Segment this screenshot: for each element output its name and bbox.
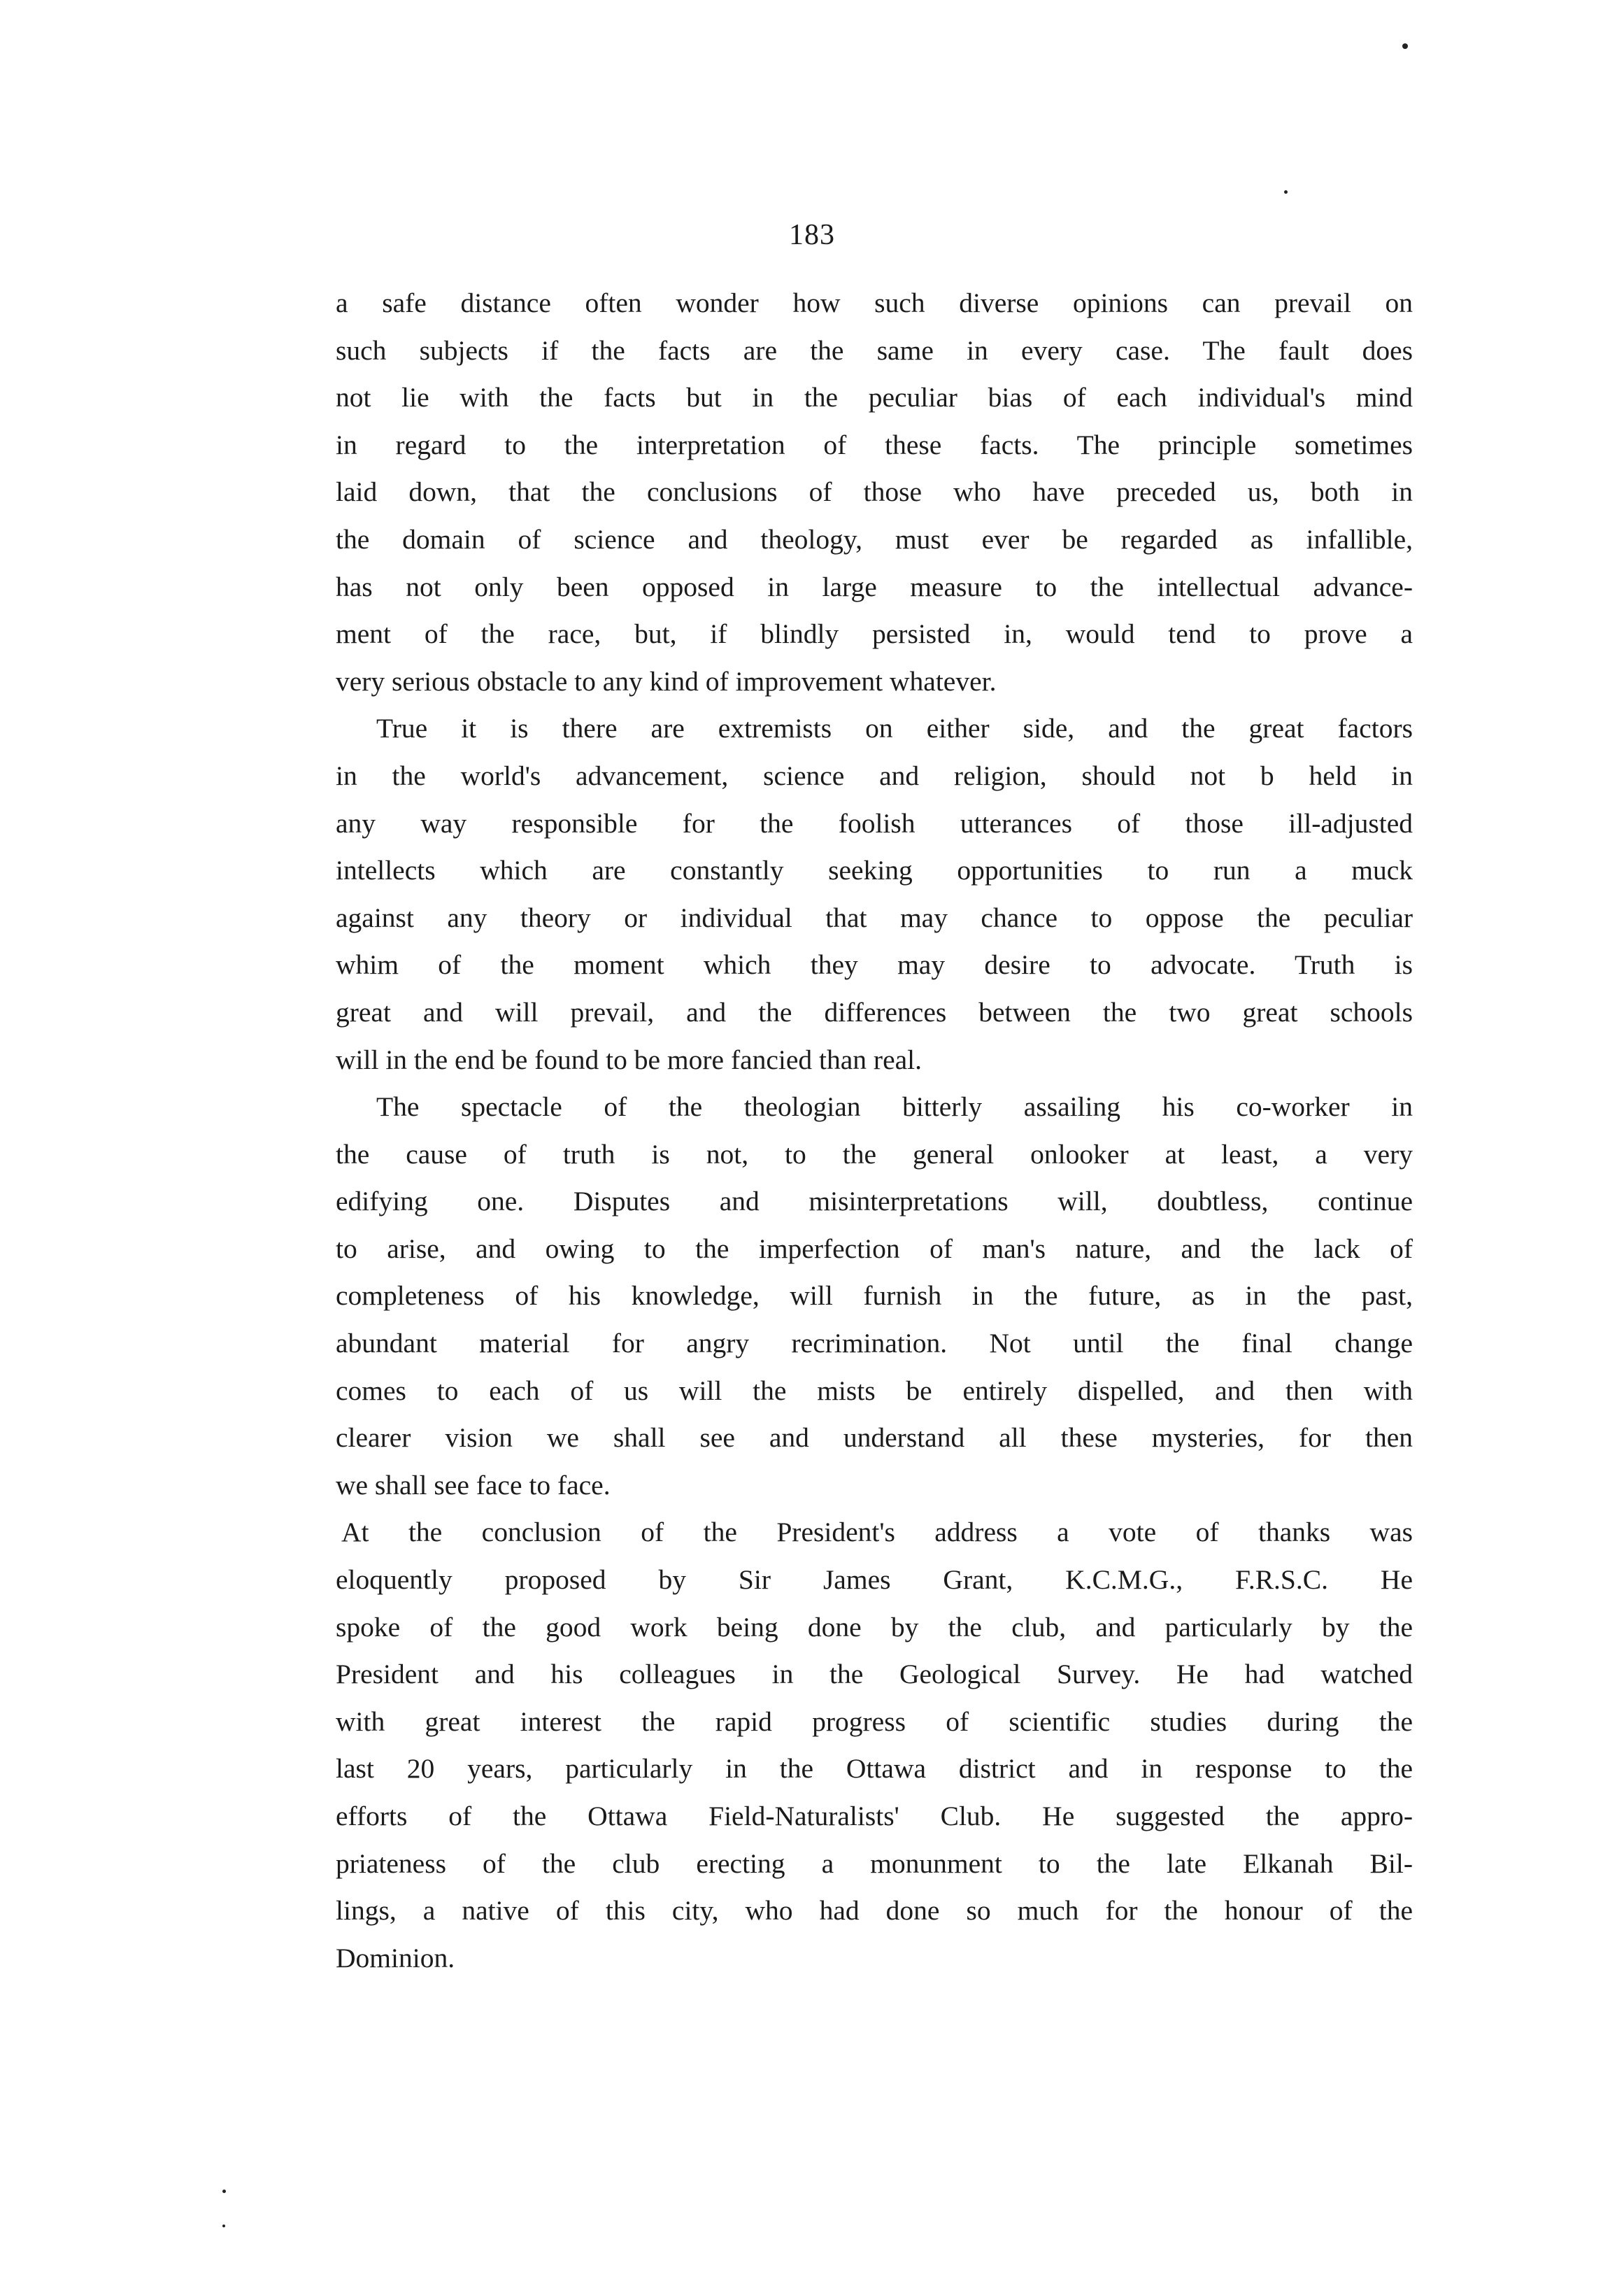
page-number: 183 <box>789 219 835 251</box>
text-line: a safe distance often wonder how such diverse opinions can prevail on <box>336 288 1413 318</box>
text-line: whim of the moment which they may desire to advocate. Truth is <box>336 949 1413 981</box>
text-line: very serious obstacle to any kind of improvement whatever. <box>336 665 997 697</box>
text-line: intellects which are constantly seeking opportunities to run a muck <box>336 855 1413 886</box>
text-line: Dominion. <box>336 1942 455 1973</box>
text-line: last 20 years, particularly in the Ottawa district and in response to the <box>336 1753 1413 1785</box>
text-line: President and his colleagues in the Geological Survey. He had watched <box>336 1659 1413 1690</box>
text-line: in the world's advancement, science and religion, should not b held in <box>336 760 1413 791</box>
scan-speck <box>1402 43 1408 49</box>
text-line: lings, a native of this city, who had done so much for the honour of the <box>336 1895 1413 1927</box>
text-line: abundant material for angry recrimination. Not until the final change <box>336 1328 1413 1359</box>
text-line: will in the end be found to be more fancied than real. <box>336 1044 922 1075</box>
text-line: comes to each of us will the mists be entirely dispelled, and then with <box>336 1375 1413 1406</box>
text-line: great and will prevail, and the differences between the two great schools <box>336 996 1413 1028</box>
body-text <box>336 280 1413 1982</box>
paragraph-4 <box>336 1509 1413 1982</box>
text-line: such subjects if the facts are the same in every case. The fault does <box>336 334 1413 366</box>
text-line: spoke of the good work being done by the club, and particularly by the <box>336 1611 1413 1643</box>
paragraph-1 <box>336 280 1413 705</box>
text-line: clearer vision we shall see and understand all these mysteries, for then <box>336 1422 1413 1454</box>
text-line: The spectacle of the theologian bitterly assailing his co-worker in <box>376 1091 1413 1123</box>
scan-speck <box>1284 190 1288 194</box>
paragraph-3 <box>336 1084 1413 1509</box>
text-line: the cause of truth is not, to the general onlooker at least, a very <box>336 1138 1413 1170</box>
text-line: eloquently proposed by Sir James Grant, K.C.M.G., F.R.S.C. He <box>336 1564 1413 1596</box>
text-line: any way responsible for the foolish utterances of those ill-adjusted <box>336 807 1413 839</box>
text-line: At the conclusion of the President's address a vote of thanks was <box>341 1517 1413 1548</box>
text-line: to arise, and owing to the imperfection of man's nature, and the lack of <box>336 1233 1413 1264</box>
text-line: ment of the race, but, if blindly persisted in, would tend to prove a <box>336 618 1413 650</box>
text-line: efforts of the Ottawa Field-Naturalists' Club. He suggested the appro- <box>336 1801 1413 1831</box>
text-line: True it is there are extremists on either side, and the great factors <box>376 713 1413 744</box>
text-line: with great interest the rapid progress of scientific studies during the <box>336 1705 1413 1737</box>
text-line: not lie with the facts but in the peculiar bias of each individual's mind <box>336 382 1413 413</box>
text-line: laid down, that the conclusions of those who have preceded us, both in <box>336 476 1413 508</box>
paragraph-2 <box>336 705 1413 1084</box>
text-line: completeness of his knowledge, will furnish in the future, as in the past, <box>336 1280 1413 1312</box>
text-line: the domain of science and theology, must ever be regarded as infallible, <box>336 523 1413 555</box>
scan-speck <box>222 2190 226 2193</box>
text-line: against any theory or individual that may chance to oppose the peculiar <box>336 902 1413 933</box>
text-line: priateness of the club erecting a monunment to the late Elkanah Bil- <box>336 1847 1413 1879</box>
text-line: edifying one. Disputes and misinterpretations will, doubtless, continue <box>336 1186 1413 1217</box>
scan-speck <box>222 2225 225 2227</box>
text-line: we shall see face to face. <box>336 1469 611 1501</box>
text-line: has not only been opposed in large measure to the intellectual advance- <box>336 571 1413 602</box>
text-line: in regard to the interpretation of these facts. The principle sometimes <box>336 429 1413 460</box>
